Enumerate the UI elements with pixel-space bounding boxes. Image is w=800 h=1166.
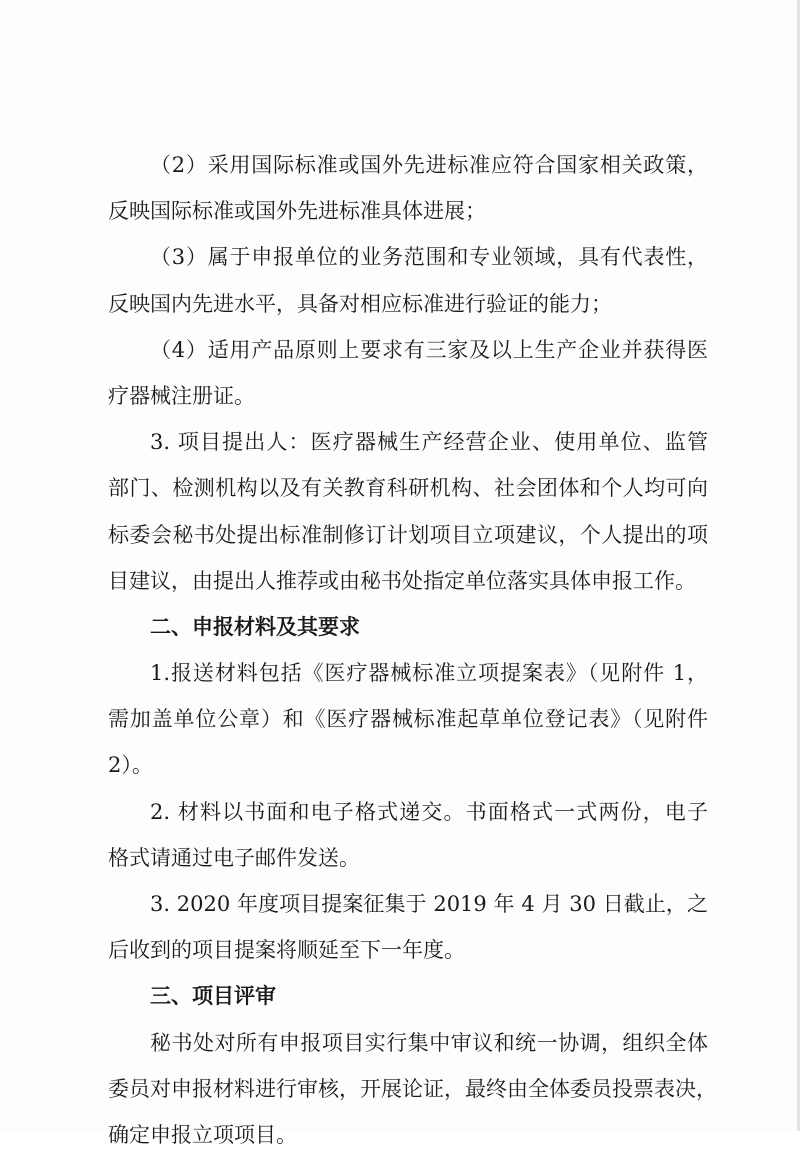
section-heading: 二、申报材料及其要求 bbox=[150, 614, 360, 639]
body-line: 3. 2020 年度项目提案征集于 2019 年 4 月 30 日截止，之 bbox=[150, 892, 708, 916]
body-line: （4）适用产品原则上要求有三家及以上生产企业并获得医 bbox=[150, 337, 708, 362]
body-line: 后收到的项目提案将顺延至下一年度。 bbox=[108, 938, 465, 963]
section-heading: 三、项目评审 bbox=[150, 984, 276, 1009]
body-line: 1.报送材料包括《医疗器械标准立项提案表》（见附件 1， bbox=[150, 661, 708, 686]
body-line: 2. 材料以书面和电子格式递交。书面格式一式两份，电子 bbox=[150, 799, 708, 824]
body-line: 2）。 bbox=[108, 753, 153, 778]
body-line: （2）采用国际标准或国外先进标准应符合国家相关政策， bbox=[150, 153, 708, 177]
body-line: （3）属于申报单位的业务范围和专业领域，具有代表性， bbox=[150, 245, 708, 270]
body-line: 委员对申报材料进行审核，开展论证，最终由全体委员投票表决， bbox=[108, 1076, 717, 1101]
body-line: 部门、检测机构以及有关教育科研机构、社会团体和个人均可向 bbox=[108, 476, 708, 501]
body-line: 疗器械注册证。 bbox=[108, 383, 255, 408]
body-line: 格式请通过电子邮件发送。 bbox=[108, 845, 360, 870]
body-line: 标委会秘书处提出标准制修订计划项目立项建议，个人提出的项 bbox=[108, 522, 708, 547]
body-line: 需加盖单位公章）和《医疗器械标准起草单位登记表》（见附件 bbox=[108, 707, 708, 732]
body-line: 反映国际标准或国外先进标准具体进展； bbox=[108, 199, 486, 224]
body-line: 反映国内先进水平，具备对相应标准进行验证的能力； bbox=[108, 291, 612, 316]
body-line: 3. 项目提出人：医疗器械生产经营企业、使用单位、监管 bbox=[150, 430, 708, 455]
body-line: 目建议，由提出人推荐或由秘书处指定单位落实具体申报工作。 bbox=[108, 568, 696, 593]
body-line: 秘书处对所有申报项目实行集中审议和统一协调，组织全体 bbox=[150, 1030, 708, 1055]
body-line: 确定申报立项项目。 bbox=[108, 1122, 297, 1147]
document-body bbox=[108, 150, 717, 1166]
